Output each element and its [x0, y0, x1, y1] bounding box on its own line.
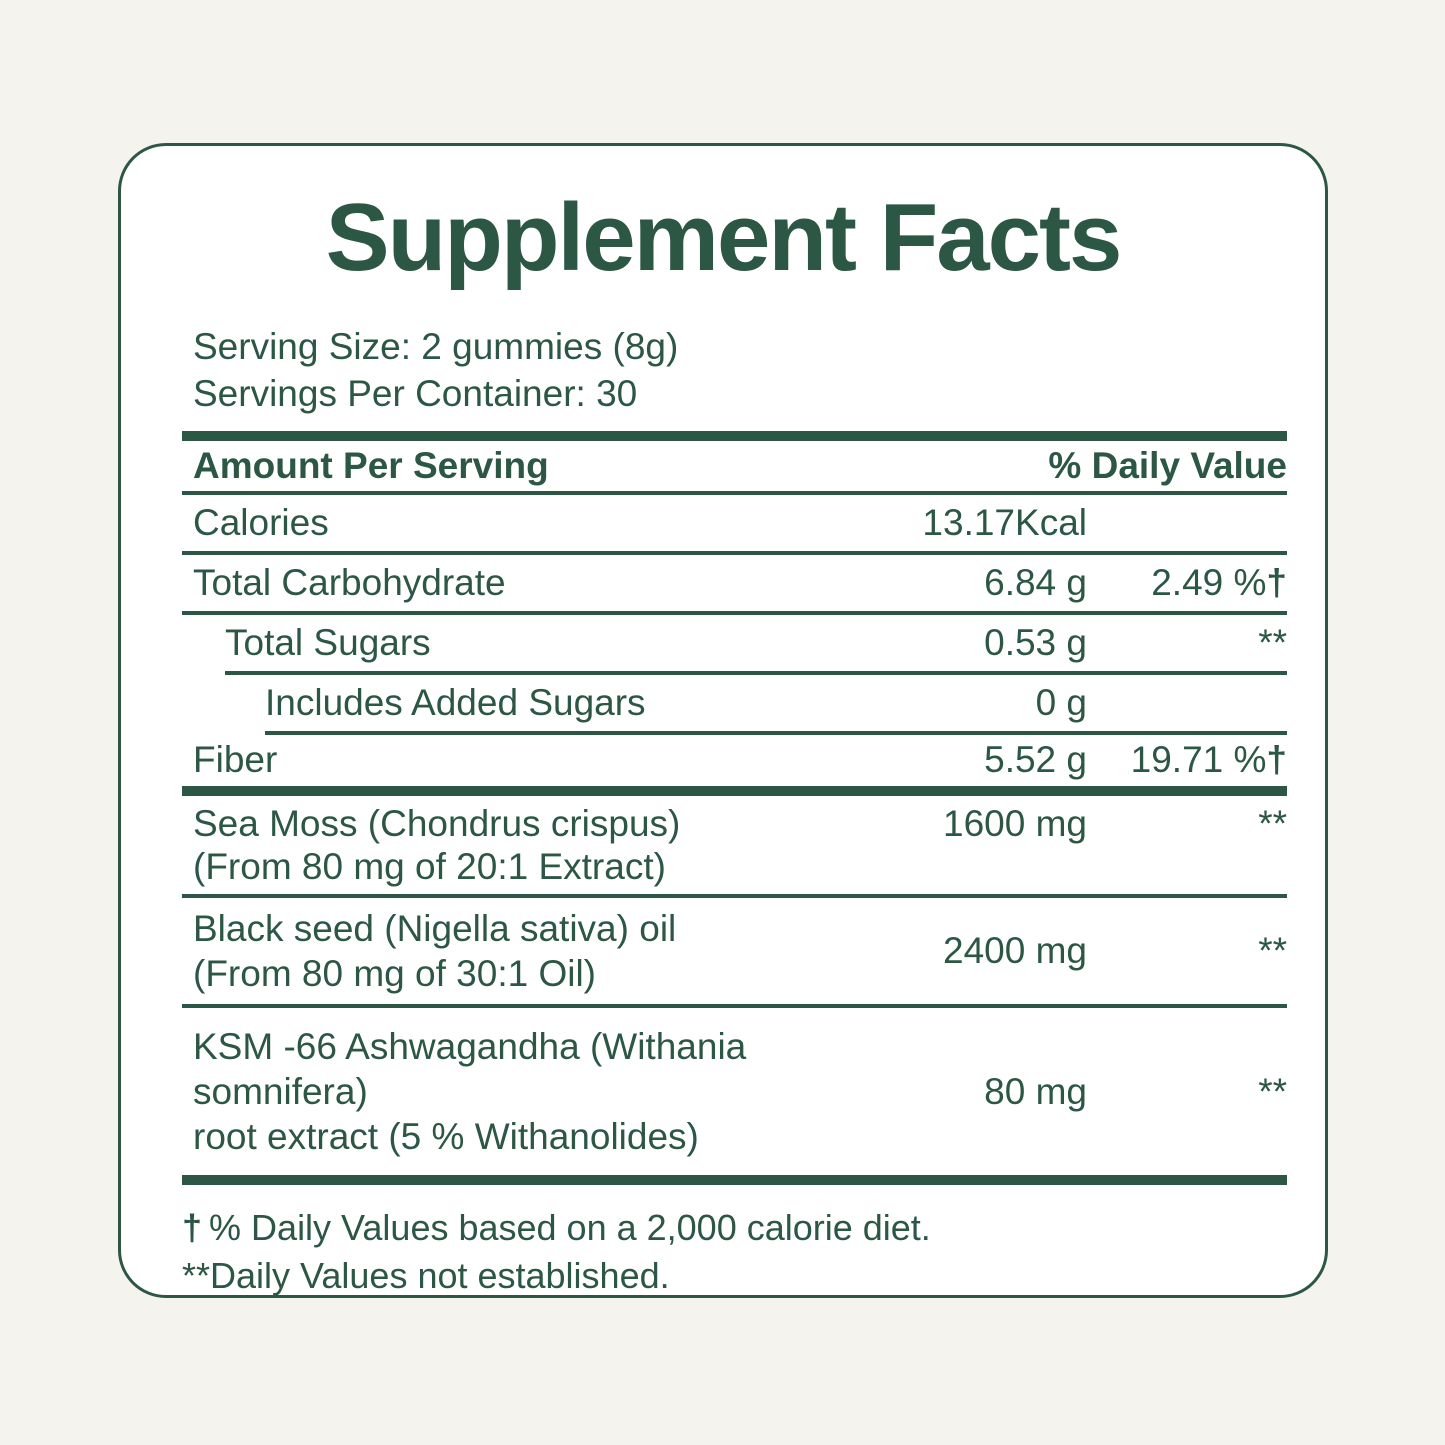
nutrient-dv: **: [1258, 930, 1287, 972]
serving-info: [193, 323, 1287, 417]
nutrient-amount: 0.53 g: [984, 621, 1087, 663]
serving-size-text: Serving Size: 2 gummies (8g): [193, 325, 679, 367]
daily-value-header: % Daily Value: [1048, 444, 1287, 486]
dagger: †: [1266, 739, 1287, 781]
dagger: †: [1266, 561, 1287, 603]
nutrient-name: Calories: [193, 501, 329, 543]
footnote-daily-values: † % Daily Values based on a 2,000 calorie diet.: [182, 1206, 931, 1248]
nutrient-name: Total Carbohydrate: [193, 561, 506, 603]
table-row-ashwagandha: [182, 1008, 1287, 1175]
table-row-black-seed: [182, 898, 1287, 1008]
section-bar-middle: [182, 786, 1287, 796]
nutrient-name: KSM -66 Ashwagandha (Withania somnifera) root extract (5 % Withanolides): [193, 1025, 747, 1157]
amount-per-serving-header: Amount Per Serving: [193, 444, 549, 486]
nutrient-amount: 5.52 g: [984, 739, 1087, 781]
footnote-not-established: **Daily Values not established.: [182, 1254, 670, 1296]
nutrient-dv: 2.49 %†: [1151, 561, 1287, 603]
nutrient-amount: 0 g: [1035, 681, 1087, 723]
nutrient-dv: **: [1258, 621, 1287, 663]
supplement-facts-card: [118, 143, 1328, 1298]
nutrient-name: Fiber: [193, 739, 278, 781]
table-row-total-sugars: [225, 615, 1287, 675]
table-row-total-carbohydrate: [182, 555, 1287, 615]
nutrient-amount: 1600 mg: [943, 802, 1087, 844]
nutrition-table: [182, 431, 1287, 1185]
table-header-row: [182, 441, 1287, 495]
page-title: Supplement Facts: [325, 184, 1121, 291]
nutrient-amount: 13.17Kcal: [922, 501, 1087, 543]
footnotes: [182, 1205, 1287, 1298]
nutrient-amount: 2400 mg: [943, 930, 1087, 972]
section-bar-bottom: [182, 1175, 1287, 1185]
nutrient-amount: 80 mg: [984, 1070, 1087, 1112]
dagger-icon: †: [182, 1206, 203, 1248]
nutrient-dv: **: [1258, 802, 1287, 844]
nutrient-name: Black seed (Nigella sativa) oil (From 80 mg of 30:1 Oil): [193, 907, 677, 994]
nutrient-name: Sea Moss (Chondrus crispus) (From 80 mg of 20:1 Extract): [193, 802, 681, 887]
table-row-calories: [182, 495, 1287, 555]
nutrient-dv: **: [1258, 1070, 1287, 1112]
section-bar-top: [182, 431, 1287, 441]
nutrient-amount: 6.84 g: [984, 561, 1087, 603]
table-row-fiber: [182, 735, 1287, 786]
table-row-added-sugars: [265, 675, 1287, 735]
nutrient-dv: 19.71 %†: [1130, 739, 1287, 781]
servings-per-container-text: Servings Per Container: 30: [193, 372, 638, 414]
nutrient-name: Includes Added Sugars: [265, 681, 646, 723]
nutrient-name: Total Sugars: [225, 621, 431, 663]
table-row-sea-moss: [182, 796, 1287, 898]
